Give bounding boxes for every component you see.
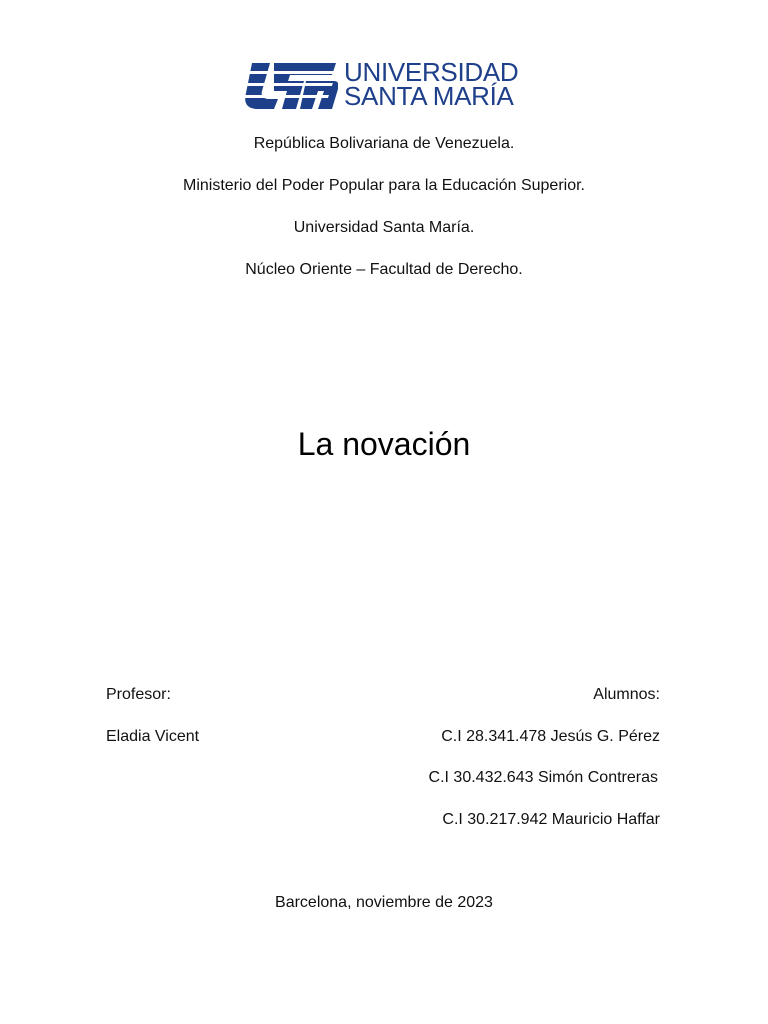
place-date: Barcelona, noviembre de 2023 [275,894,493,911]
profesor-label: Profesor: [106,686,171,703]
logo-line-1: UNIVERSIDAD [344,57,519,87]
header-line-nucleo: Núcleo Oriente – Facultad de Derecho. [245,261,523,278]
profesor-name: Eladia Vicent [106,728,200,745]
logo-wordmark [344,57,519,111]
logo-line-2: SANTA MARÍA [344,81,514,111]
header-line-ministerio: Ministerio del Poder Popular para la Educación Superior. [182,177,585,194]
header-line-universidad: Universidad Santa María. [293,219,475,236]
usm-emblem-icon [244,61,338,111]
alumno-2: C.I 30.432.643 Simón Contreras [428,769,658,786]
header-line-republica: República Bolivariana de Venezuela. [253,135,515,152]
document-title: La novación [297,426,471,462]
university-logo [244,57,534,112]
alumno-3: C.I 30.217.942 Mauricio Haffar [442,811,660,828]
alumno-1: C.I 28.341.478 Jesús G. Pérez [441,728,660,745]
alumnos-label: Alumnos: [593,686,660,703]
